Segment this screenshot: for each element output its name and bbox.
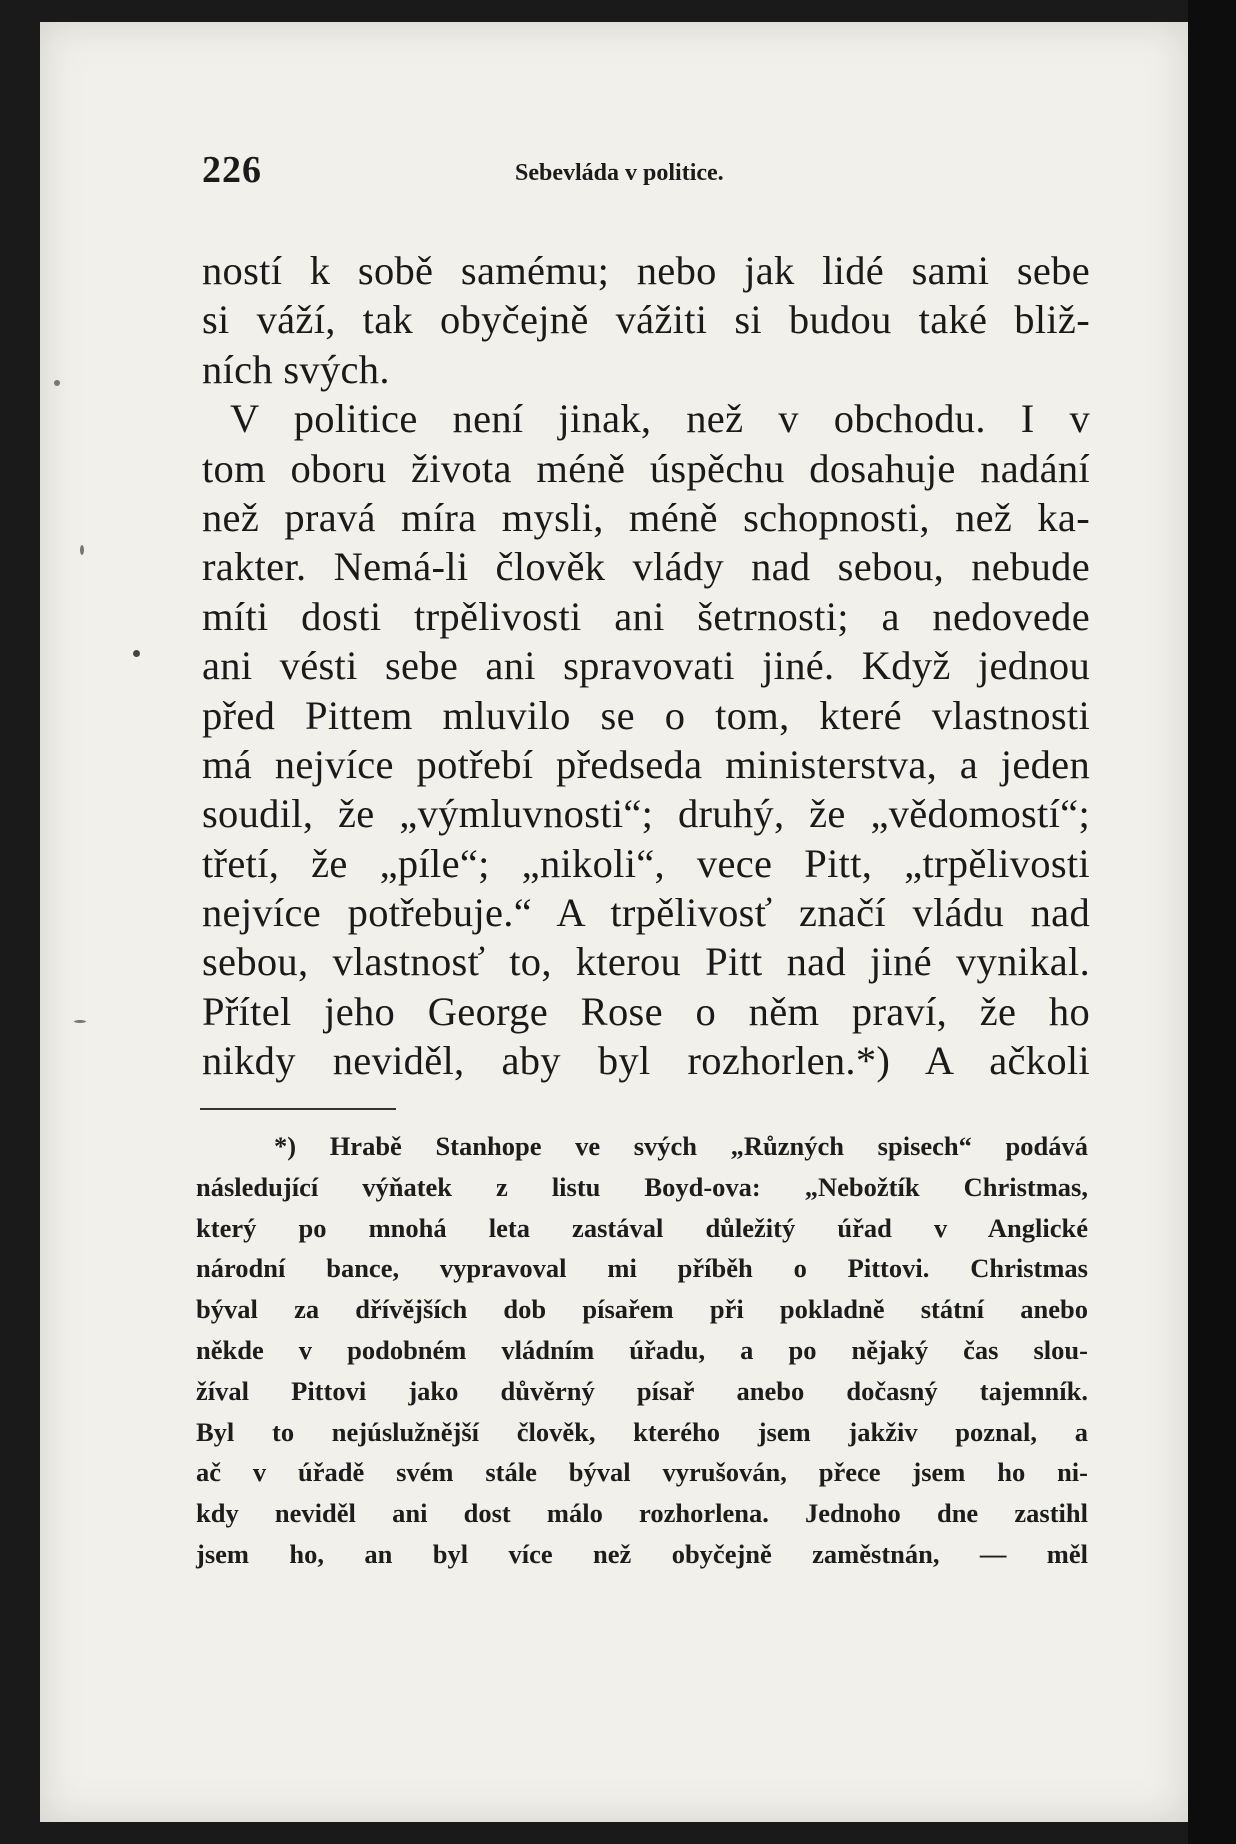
text-line: nikdy neviděl, aby byl rozhorlen.*) A ačkoli bbox=[202, 1038, 1090, 1084]
footnote-line: *) Hrabě Stanhope ve svých „Různých spisech“ podává bbox=[274, 1131, 1088, 1161]
text-line: před Pittem mluvilo se o tom, které vlastnosti bbox=[202, 692, 1090, 738]
footnote-line: následující výňatek z listu Boyd-ova: „Nebožtík Christmas, bbox=[196, 1171, 1088, 1202]
text-line: ani vésti sebe ani spravovati jiné. Když jednou bbox=[202, 643, 1090, 689]
footnote-line: který po mnohá leta zastával důležitý úřad v Anglické bbox=[196, 1212, 1088, 1243]
text-line: třetí, že „píle“; „nikoli“, vece Pitt, „trpělivosti bbox=[202, 840, 1090, 886]
text-line: sebou, vlastnosť to, kterou Pitt nad jiné vynikal. bbox=[202, 939, 1090, 985]
main-text bbox=[202, 246, 1090, 1086]
footnote-line: býval za dřívějších dob písařem při pokladně státní anebo bbox=[196, 1294, 1088, 1325]
footnote-line: ač v úřadě svém stále býval vyrušován, přece jsem ho ni- bbox=[196, 1457, 1088, 1488]
text-line: Přítel jeho George Rose o něm praví, že ho bbox=[202, 988, 1090, 1034]
scan-border bbox=[1188, 0, 1236, 1844]
text-line: V politice není jinak, než v obchodu. I v bbox=[230, 396, 1090, 442]
running-title: Sebevláda v politice. bbox=[515, 160, 724, 186]
text-line: než pravá míra mysli, méně schopnosti, než ka- bbox=[202, 494, 1090, 540]
text-line: míti dosti trpělivosti ani šetrnosti; a nedovede bbox=[202, 593, 1090, 639]
text-line: rakter. Nemá-li člověk vlády nad sebou, nebude bbox=[202, 544, 1090, 590]
scan-speck bbox=[133, 650, 140, 657]
footnote-line: národní bance, vypravoval mi příběh o Pittovi. Christmas bbox=[196, 1253, 1088, 1284]
footnote-divider bbox=[200, 1108, 396, 1110]
scan-speck bbox=[80, 545, 84, 555]
footnote-line: žíval Pittovi jako důvěrný písař anebo dočasný tajemník. bbox=[196, 1375, 1088, 1406]
footnote-line: někde v podobném vládním úřadu, a po nějaký čas slou- bbox=[196, 1334, 1088, 1365]
text-line: ností k sobě samému; nebo jak lidé sami sebe bbox=[202, 248, 1090, 293]
footnote bbox=[196, 1126, 1088, 1575]
scan-speck bbox=[74, 1020, 86, 1023]
page-number: 226 bbox=[202, 149, 262, 191]
text-line: si váží, tak obyčejně vážiti si budou také bliž- bbox=[202, 297, 1090, 343]
footnote-line: kdy neviděl ani dost málo rozhorlena. Jednoho dne zastihl bbox=[196, 1498, 1088, 1529]
text-line: ních svých. bbox=[202, 346, 390, 392]
text-line: soudil, že „výmluvnosti“; druhý, že „vědomostí“; bbox=[202, 791, 1090, 837]
scan-speck bbox=[54, 380, 60, 386]
text-line: tom oboru života méně úspěchu dosahuje nadání bbox=[202, 445, 1090, 491]
footnote-line: jsem ho, an byl více než obyčejně zaměstnán, — měl bbox=[196, 1538, 1088, 1569]
text-line: má nejvíce potřebí předseda ministerstva, a jeden bbox=[202, 741, 1090, 787]
page-header bbox=[160, 148, 1090, 198]
text-line: nejvíce potřebuje.“ A trpělivosť značí vládu nad bbox=[202, 890, 1090, 936]
footnote-line: Byl to nejúslužnější člověk, kterého jsem jakživ poznal, a bbox=[196, 1416, 1088, 1447]
